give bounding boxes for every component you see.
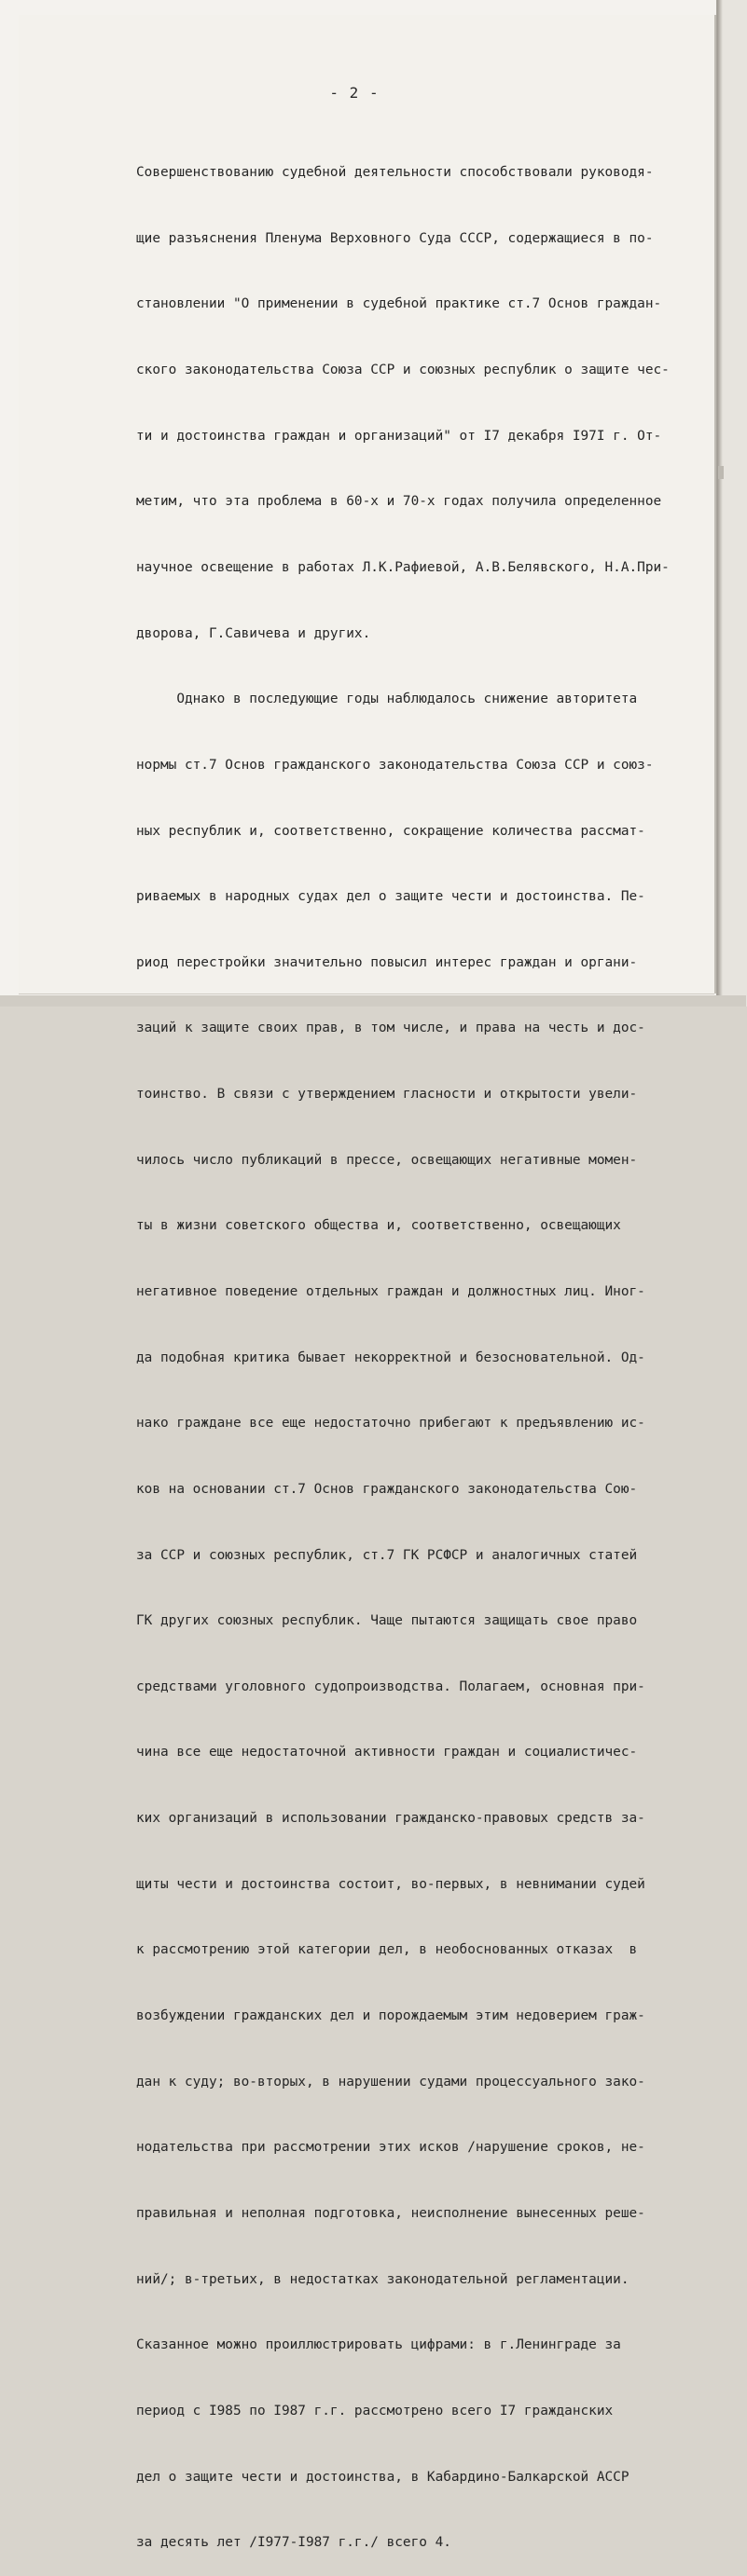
text-line: дел о защите чести и достоинства, в Кабардино-Балкарской АССР [136, 2469, 629, 2485]
text-line: метим, что эта проблема в 60-х и 70-х годах получила определенное [136, 494, 662, 510]
text-line: ского законодательства Союза ССР и союзных республик о защите чес- [136, 363, 670, 378]
text-line: научное освещение в работах Л.К.Рафиевой, А.В.Белявского, Н.А.При- [136, 559, 670, 575]
text-line: к рассмотрению этой категории дел, в необоснованных отказах в [136, 1942, 638, 1958]
text-line: за ССР и союзных республик, ст.7 ГК РСФСР и аналогичных статей [136, 1547, 638, 1563]
text-line: риваемых в народных судах дел о защите чести и достоинства. Пе- [136, 889, 645, 905]
text-line: становлении "О применении в судебной практике ст.7 Основ граждан- [136, 296, 662, 312]
text-line: Сказанное можно проиллюстрировать цифрами: в г.Ленинграде за [136, 2337, 621, 2353]
text-line: за десять лет /I977-I987 г.г./ всего 4. [136, 2535, 451, 2551]
text-line: ти и достоинства граждан и организаций" от I7 декабря I97I г. От- [136, 428, 662, 444]
text-line: заций к защите своих прав, в том числе, и права на честь и дос- [136, 1021, 645, 1036]
text-line: тоинство. В связи с утверждением гласности и открытости увели- [136, 1087, 638, 1103]
adjacent-page-edge [716, 0, 747, 1007]
text-line: щие разъяснения Пленума Верховного Суда СССР, содержащиеся в по- [136, 230, 654, 246]
text-line: ты в жизни советского общества и, соответственно, освещающих [136, 1218, 621, 1234]
text-line: нодательства при рассмотрении этих исков /нарушение сроков, не- [136, 2140, 645, 2156]
binding-mark [718, 466, 724, 479]
document-body [136, 118, 696, 2576]
text-line: ких организаций в использовании гражданско-правовых средств за- [136, 1811, 645, 1827]
text-line: Однако в последующие годы наблюдалось снижение авторитета [136, 692, 638, 707]
text-line: ний/; в-третьих, в недостатках законодательной регламентации. [136, 2271, 629, 2287]
text-line: чина все еще недостаточной активности граждан и социалистичес- [136, 1745, 638, 1761]
text-line: ных республик и, соответственно, сокращение количества рассмат- [136, 823, 645, 839]
text-line: дворова, Г.Савичева и других. [136, 625, 371, 641]
text-line: нако граждане все еще недостаточно прибегают к предъявлению ис- [136, 1416, 645, 1432]
text-line: щиты чести и достоинства состоит, во-первых, в невнимании судей [136, 1876, 645, 1892]
page-number: - 2 - [329, 84, 380, 102]
text-line: средствами уголовного судопроизводства. Полагаем, основная при- [136, 1679, 645, 1694]
text-line: негативное поведение отдельных граждан и должностных лиц. Иног- [136, 1283, 645, 1299]
text-line: да подобная критика бывает некорректной и безосновательной. Од- [136, 1350, 645, 1365]
text-line: дан к суду; во-вторых, в нарушении судами процессуального зако- [136, 2074, 645, 2090]
text-line: риод перестройки значительно повысил интерес граждан и органи- [136, 954, 638, 970]
text-line: Совершенствованию судебной деятельности способствовали руководя- [136, 165, 654, 181]
text-line: правильная и неполная подготовка, неисполнение вынесенных реше- [136, 2205, 645, 2221]
text-line: чилось число публикаций в прессе, освещающих негативные момен- [136, 1152, 638, 1168]
text-line: возбуждении гражданских дел и порождаемым этим недоверием граж- [136, 2008, 645, 2024]
page-edge-shadow [717, 0, 723, 1007]
text-line: нормы ст.7 Основ гражданского законодательства Союза ССР и союз- [136, 757, 654, 773]
text-line: ков на основании ст.7 Основ гражданского законодательства Сою- [136, 1481, 638, 1497]
text-line: период с I985 по I987 г.г. рассмотрено всего I7 гражданских [136, 2403, 614, 2418]
text-line: ГК других союзных республик. Чаще пытаются защищать свое право [136, 1613, 638, 1629]
